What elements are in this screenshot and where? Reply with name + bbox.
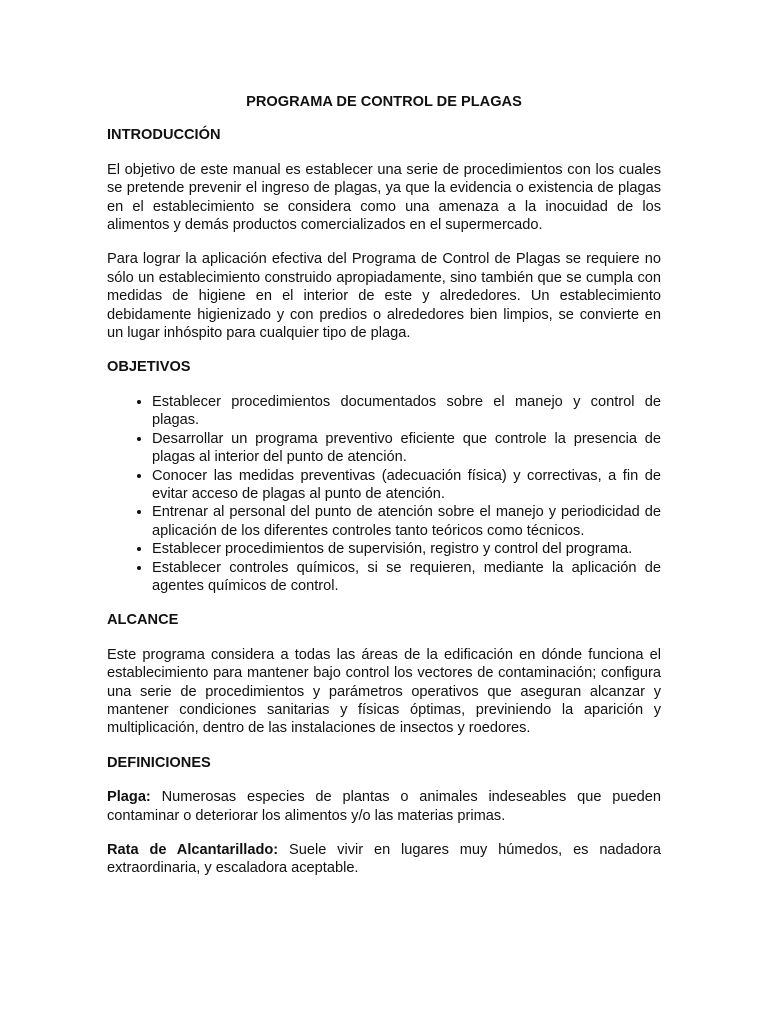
- definition-term: Plaga:: [107, 789, 151, 806]
- definition-text: Numerosas especies de plantas o animales indeseables que pueden contaminar o deteriorar los alimentos y/o las materias primas.: [107, 789, 661, 824]
- section-heading-definiciones: DEFINICIONES: [107, 754, 211, 771]
- document-body: [107, 93, 661, 894]
- section-heading-objetivos: OBJETIVOS: [107, 359, 191, 376]
- objetivos-list: [107, 393, 661, 595]
- list-item: • Conocer las medidas preventivas (adecuación física) y correctivas, a fin de evitar acceso de plagas al punto de atención.: [152, 467, 661, 504]
- document-title: PROGRAMA DE CONTROL DE PLAGAS: [246, 94, 522, 110]
- definition-term: Rata de Alcantarillado:: [107, 842, 279, 858]
- section-heading-alcance: ALCANCE: [107, 612, 179, 629]
- list-item: • Establecer procedimientos documentados sobre el manejo y control de plagas.: [152, 393, 661, 430]
- list-item: • Establecer procedimientos de supervisión, registro y control del programa.: [152, 540, 661, 558]
- definition-plaga: [107, 788, 661, 825]
- list-item: • Establecer controles químicos, si se requieren, mediante la aplicación de agentes químicos de control.: [152, 559, 661, 596]
- section-heading-introduccion: INTRODUCCIÓN: [107, 127, 221, 144]
- alcance-paragraph: Este programa considera a todas las áreas de la edificación en dónde funciona el establecimiento para mantener bajo control los vectores de contaminación; configura una serie de procedimientos y parámetros operativos que aseguran alcanzar y mantener condiciones sanitarias y físicas óptimas, previniendo la aparición y multiplicación, dentro de las instalaciones de insectos y roedores.: [107, 646, 661, 737]
- definition-rata-de-alcantarillado: [107, 841, 661, 878]
- definition-text: Suele vivir en lugares muy húmedos, es nadadora extraordinaria, y escaladora aceptable.: [107, 842, 661, 877]
- list-item: • Entrenar al personal del punto de atención sobre el manejo y periodicidad de aplicación de los diferentes controles tanto teóricos como técnicos.: [152, 503, 661, 540]
- introduccion-paragraph-2: Para lograr la aplicación efectiva del Programa de Control de Plagas se requiere no sólo un establecimiento construido apropiadamente, sino también que se cumpla con medidas de higiene en el interior de este y alrededores. Un establecimiento debidamente higienizado y con predios o alrededores bien limpios, se convierte en un lugar inhóspito para cualquier tipo de plaga.: [107, 251, 661, 342]
- introduccion-paragraph-1: El objetivo de este manual es establecer una serie de procedimientos con los cuales se pretende prevenir el ingreso de plagas, ya que la evidencia o existencia de plagas en el establecimiento se considera como una amenaza a la inocuidad de los alimentos y demás productos comercializados en el supermercado.: [107, 161, 661, 234]
- list-item: • Desarrollar un programa preventivo eficiente que controle la presencia de plagas al interior del punto de atención.: [152, 430, 661, 467]
